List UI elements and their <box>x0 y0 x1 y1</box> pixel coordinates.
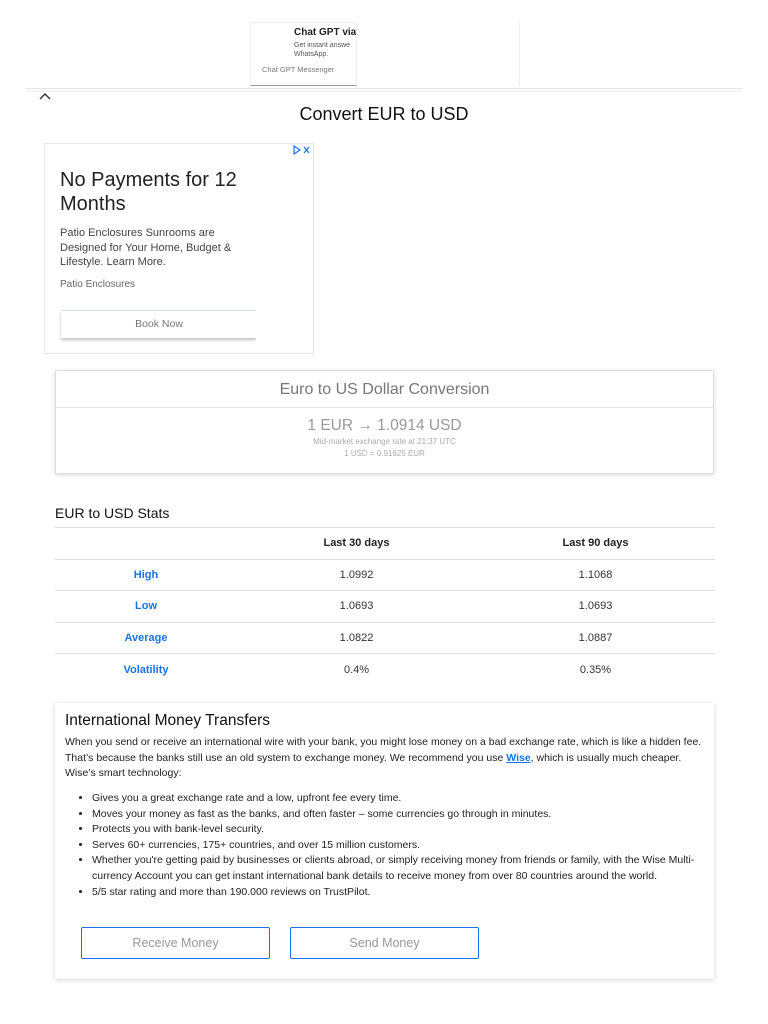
column-header <box>55 528 237 560</box>
row-label: High <box>55 559 237 591</box>
transfers-title: International Money Transfers <box>65 712 271 729</box>
intro-text-end: , which is usually much cheaper. Wise’s smart technology: <box>65 751 682 780</box>
intro-text: When you send or receive an international wire with your bank, you might lose money on a bad exchange rate, which is like a hidden fee. That’s because the banks still use an old system to exchange money. We recommend you use <box>65 736 702 764</box>
list-item: • Protects you with bank-level security. <box>92 822 702 838</box>
conversion-card <box>55 370 714 474</box>
table-row <box>55 591 715 623</box>
conversion-rate: 1 EUR → 1.0914 USD <box>307 417 462 434</box>
cell-90d: 1.0693 <box>476 591 715 623</box>
cell-30d: 0.4% <box>237 654 476 686</box>
side-ad-description: Patio Enclosures Sunrooms are Designed for Your Home, Budget & Lifestyle. Learn More. <box>60 227 232 268</box>
row-label: Low <box>55 591 237 623</box>
list-item: • Serves 60+ currencies, 175+ countries, and over 15 million customers. <box>92 838 702 854</box>
cell-90d: 0.35% <box>476 654 715 686</box>
side-ad[interactable] <box>44 143 314 354</box>
top-ad-title[interactable]: Chat GPT via <box>294 27 357 38</box>
stats-title: EUR to USD Stats <box>55 505 170 521</box>
side-ad-source[interactable]: Patio Enclosures <box>60 279 136 290</box>
table-row <box>55 654 715 686</box>
money-transfers-card <box>55 703 714 979</box>
inverse-rate: 1 USD = 0.91625 EUR <box>344 449 425 458</box>
divider <box>26 91 742 92</box>
cell-30d: 1.0822 <box>237 622 476 654</box>
list-item: • Moves your money as fast as the banks, and often faster – some currencies go through in minutes. <box>92 807 702 823</box>
side-ad-title[interactable]: No Payments for 12 Months <box>60 169 237 215</box>
divider <box>26 88 742 89</box>
receive-money-button[interactable]: Receive Money <box>81 927 270 959</box>
transfers-intro <box>65 735 710 782</box>
column-header: Last 30 days <box>237 528 476 560</box>
wise-link[interactable]: Wise <box>506 751 531 764</box>
list-item: • Gives you a great exchange rate and a low, upfront fee every time. <box>92 791 702 807</box>
cell-90d: 1.1068 <box>476 559 715 591</box>
stats-table <box>55 527 715 685</box>
book-now-button[interactable]: Book Now <box>61 310 257 338</box>
rate-timestamp: Mid-market exchange rate at 21:37 UTC <box>313 437 456 446</box>
cell-30d: 1.0693 <box>237 591 476 623</box>
list-item: • 5/5 star rating and more than 190.000 reviews on TrustPilot. <box>92 885 702 901</box>
adchoices-icon[interactable] <box>293 145 311 155</box>
top-ad-source[interactable]: Chat GPT Messenger <box>262 65 335 74</box>
row-label: Average <box>55 622 237 654</box>
cell-30d: 1.0992 <box>237 559 476 591</box>
send-money-button[interactable]: Send Money <box>290 927 479 959</box>
conversion-heading: Euro to US Dollar Conversion <box>56 371 713 408</box>
top-ad-banner[interactable] <box>250 22 520 86</box>
chevron-up-icon[interactable] <box>38 90 52 102</box>
benefits-list <box>92 791 702 900</box>
row-label: Volatility <box>55 654 237 686</box>
table-header-row <box>55 528 715 560</box>
page-title: Convert EUR to USD <box>299 104 469 124</box>
table-row <box>55 622 715 654</box>
ad-cutoff-overlay <box>256 144 314 354</box>
top-ad-description: Get instant answe WhatsApp. <box>294 42 351 58</box>
table-row <box>55 559 715 591</box>
column-header: Last 90 days <box>476 528 715 560</box>
cell-90d: 1.0887 <box>476 622 715 654</box>
list-item: • Whether you're getting paid by businesses or clients abroad, or simply receiving money from friends or family, with the Wise Multi-currency Account you can get instant international bank details to receive money from over 80 countries around the world. <box>92 853 702 884</box>
top-ad-card[interactable] <box>250 22 357 86</box>
